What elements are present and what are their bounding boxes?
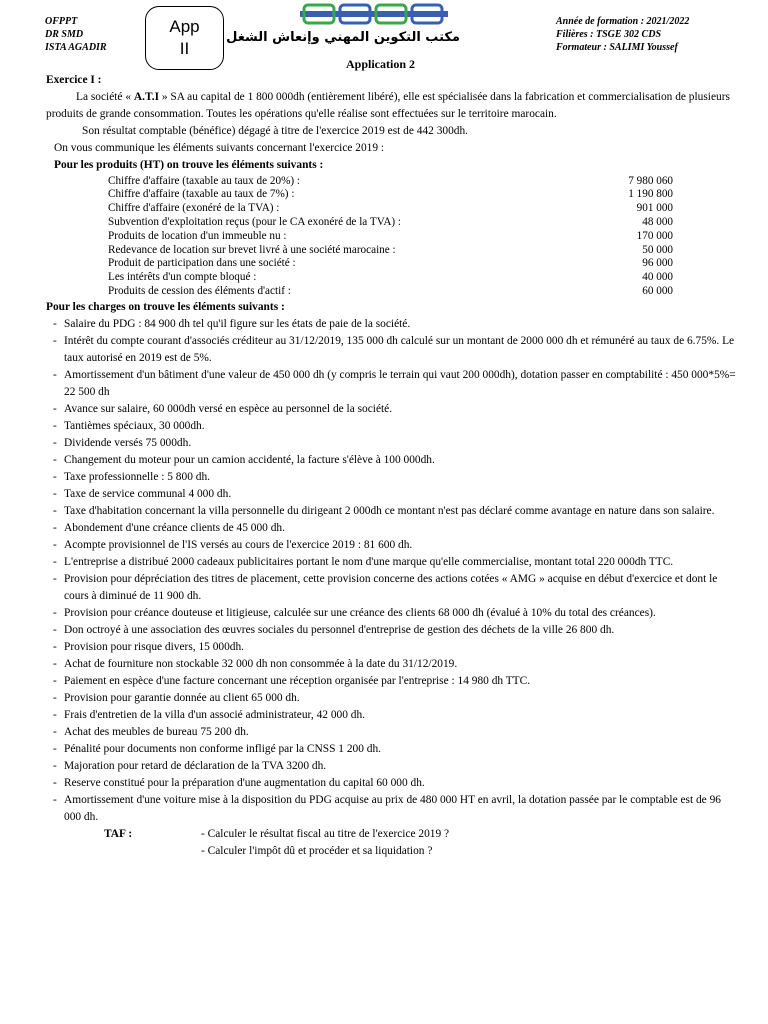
charge-item: - Provision pour créance douteuse et litigieuse, calculée sur une créance des clients 68 000 dh (évalué à 10% du total des créances).	[46, 605, 736, 622]
product-row	[108, 244, 673, 258]
product-label: Redevance de location sur brevet livré à une société marocaine :	[108, 243, 396, 256]
charge-item: - Changement du moteur pour un camion accidenté, la facture s'élève à 100 000dh.	[46, 452, 736, 469]
charge-item: - Achat de fourniture non stockable 32 000 dh non consommée à la date du 31/12/2019.	[46, 656, 736, 673]
charge-item: - Taxe de service communal 4 000 dh.	[46, 486, 736, 503]
charge-item: - Salaire du PDG : 84 900 dh tel qu'il figure sur les états de paie de la société.	[46, 316, 736, 333]
product-row	[108, 202, 673, 216]
product-row	[108, 175, 673, 189]
product-label: Subvention d'exploitation reçus (pour le CA exonéré de la TVA) :	[108, 215, 402, 228]
product-row	[108, 285, 673, 299]
product-value: 96 000	[642, 257, 673, 270]
charge-item: - L'entreprise a distribué 2000 cadeaux publicitaires portant le nom d'une marque qu'elle commercialise, montant total 220 000dh TTC.	[46, 554, 736, 571]
taf-item: - Calculer l'impôt dû et procéder et sa liquidation ?	[201, 844, 433, 857]
charge-item: - Reserve constitué pour la préparation d'une augmentation du capital 60 000 dh.	[46, 775, 736, 792]
charge-item: - Frais d'entretien de la villa d'un associé administrateur, 42 000 dh.	[46, 707, 736, 724]
product-value: 901 000	[636, 202, 673, 215]
product-label: Produit de participation dans une société :	[108, 257, 296, 270]
product-label: Chiffre d'affaire (taxable au taux de 7%) :	[108, 188, 295, 201]
charge-item: - Achat des meubles de bureau 75 200 dh.	[46, 724, 736, 741]
communication-line: On vous communique les éléments suivants concernant l'exercice 2019 :	[54, 142, 385, 155]
charge-item: - Provision pour risque divers, 15 000dh.	[46, 639, 736, 656]
taf-item: - Calculer le résultat fiscal au titre de l'exercice 2019 ?	[201, 827, 450, 840]
product-value: 50 000	[642, 243, 673, 256]
academic-year: Année de formation : 2021/2022	[556, 16, 690, 27]
exercise-title: Exercice I :	[46, 74, 102, 86]
intro-paragraph: La société « A.T.I » SA au capital de 1 800 000dh (entièrement libéré), elle est spécialisée dans la fabrication et commercialisation de plusieurs produits de grande consommation. Toutes les opérations qu'elle réalise sont effectuées sur le territoire marocain.	[46, 91, 730, 121]
taf-row-2	[46, 843, 736, 860]
products-heading: Pour les produits (HT) on trouve les éléments suivants :	[54, 159, 324, 172]
arabic-org-title: مكتب التكوين المهني وإنعاش الشغل	[226, 30, 460, 45]
org-name: OFPPT	[45, 16, 78, 27]
product-row	[108, 188, 673, 202]
product-row	[108, 257, 673, 271]
app-badge	[145, 6, 224, 70]
charge-item: - Provision pour dépréciation des titres de placement, cette provision concerne des actions cotées « AMG » acquise en début d'exercice et dont le cours à diminué de 11 900 dh.	[46, 571, 736, 605]
charge-item: - Avance sur salaire, 60 000dh versé en espèce au personnel de la société.	[46, 401, 736, 418]
exercise-content	[46, 72, 736, 860]
app-badge-line-2: II	[179, 39, 190, 58]
taf-row-1	[46, 826, 736, 843]
product-value: 170 000	[636, 229, 673, 242]
company-name: A.T.I	[133, 91, 159, 104]
charge-item: - Acompte provisionnel de l'IS versés au cours de l'exercice 2019 : 81 600 dh.	[46, 537, 736, 554]
product-row	[108, 230, 673, 244]
charge-item: - Pénalité pour documents non conforme infligé par la CNSS 1 200 dh.	[46, 741, 736, 758]
product-value: 48 000	[642, 215, 673, 228]
header-right-block	[556, 15, 689, 54]
product-value: 40 000	[642, 271, 673, 284]
ofppt-logo-icon	[298, 3, 450, 25]
charge-item: - Intérêt du compte courant d'associés créditeur au 31/12/2019, 135 000 dh calculé sur un montant de 2000 000 dh et rémunéré au taux de 6.75%. Le taux autorisé en 2019 est de 5%.	[46, 333, 736, 367]
product-label: Produits de location d'un immeuble nu :	[108, 229, 287, 242]
taf-label: TAF :	[104, 827, 133, 840]
result-line: Son résultat comptable (bénéfice) dégagé à titre de l'exercice 2019 est de 442 300dh.	[82, 125, 469, 138]
charge-item: - Dividende versés 75 000dh.	[46, 435, 736, 452]
charge-item: - Majoration pour retard de déclaration de la TVA 3200 dh.	[46, 758, 736, 775]
charge-item: - Tantièmes spéciaux, 30 000dh.	[46, 418, 736, 435]
charges-heading: Pour les charges on trouve les éléments suivants :	[46, 300, 285, 313]
charge-item: - Don octroyé à une association des œuvres sociales du personnel d'entreprise de gestion des déchets de la ville 26 800 dh.	[46, 622, 736, 639]
charge-item: - Amortissement d'un bâtiment d'une valeur de 450 000 dh (y compris le terrain qui vaut 200 000dh), dotation passer en comptabilité : 450 000*5%= 22 500 dh	[46, 367, 736, 401]
products-table	[108, 175, 673, 299]
programs: Filières : TSGE 302 CDS	[556, 29, 662, 40]
charge-item: - Abondement d'une créance clients de 45 000 dh.	[46, 520, 736, 537]
product-label: Produits de cession des éléments d'actif :	[108, 284, 291, 297]
charge-item: - Taxe d'habitation concernant la villa personnelle du dirigeant 2 000dh ce montant n'est pas déclaré comme avantage en nature dans son salaire.	[46, 503, 736, 520]
charge-item: - Paiement en espèce d'une facture concernant une réception organisée par l'entreprise : 14 980 dh TTC.	[46, 673, 736, 690]
application-title: Application 2	[346, 57, 416, 71]
product-label: Chiffre d'affaire (taxable au taux de 20%) :	[108, 174, 301, 187]
header-left-block	[45, 15, 107, 54]
charges-list	[46, 316, 736, 826]
charge-item: - Amortissement d'une voiture mise à la disposition du PDG acquise au prix de 480 000 HT en avril, la dotation passée par le comptable est de 96 000 dh.	[46, 792, 736, 826]
product-value: 1 190 800	[628, 188, 673, 201]
app-badge-line-1: App	[169, 17, 200, 36]
charge-item: - Provision pour garantie donnée au client 65 000 dh.	[46, 690, 736, 707]
product-row	[108, 271, 673, 285]
product-label: Chiffre d'affaire (exonéré de la TVA) :	[108, 202, 280, 215]
trainer: Formateur : SALIMI Youssef	[556, 42, 678, 53]
institute-name: ISTA AGADIR	[45, 42, 107, 53]
product-label: Les intérêts d'un compte bloqué :	[108, 271, 257, 284]
product-value: 60 000	[642, 284, 673, 297]
product-row	[108, 216, 673, 230]
product-value: 7 980 060	[628, 174, 673, 187]
charge-item: - Taxe professionnelle : 5 800 dh.	[46, 469, 736, 486]
region-name: DR SMD	[45, 29, 84, 40]
